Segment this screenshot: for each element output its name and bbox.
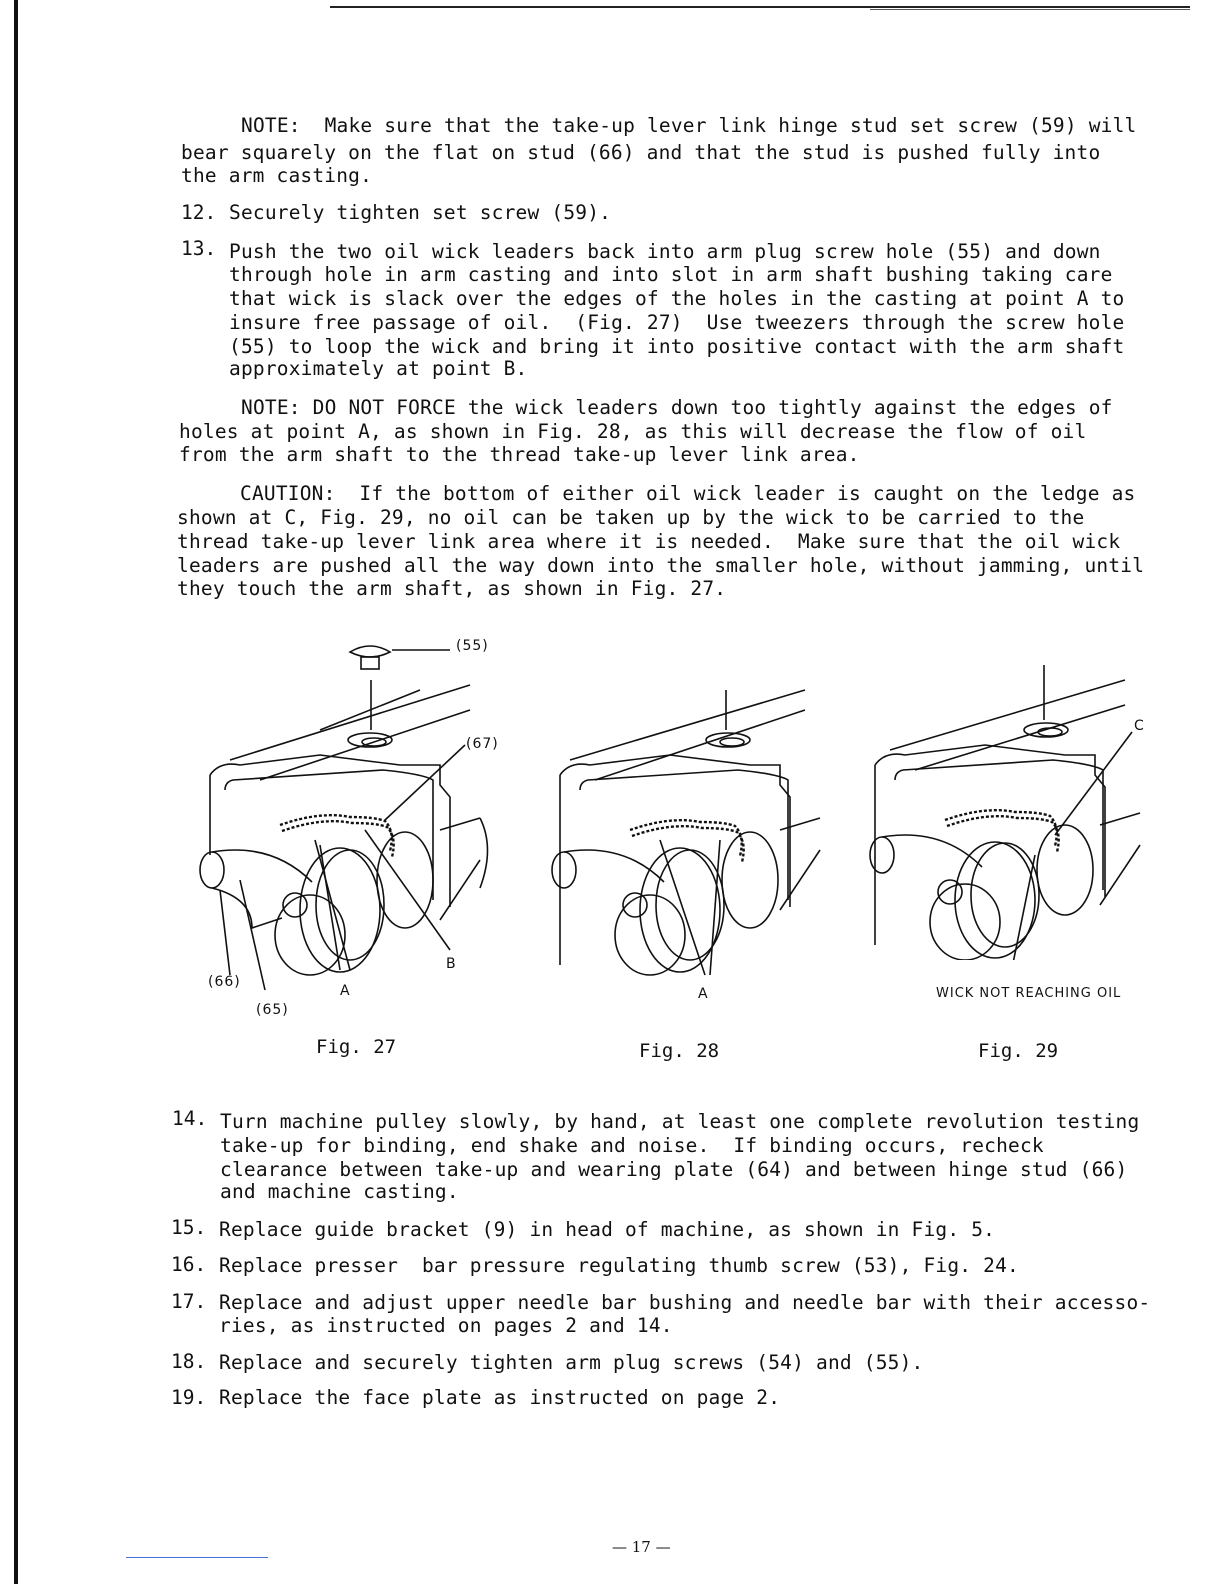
scan-edge [14, 0, 18, 1584]
scan-rule [126, 1557, 268, 1558]
figure-27 [190, 630, 520, 1018]
caution-line: CAUTION: If the bottom of either oil wick leader is caught on the ledge as [240, 482, 1136, 505]
step-number: 19. [171, 1386, 207, 1409]
step-line: Replace the face plate as instructed on page 2. [219, 1386, 781, 1409]
step-line: through hole in arm casting and into slot in arm shaft bushing taking care [229, 263, 1113, 286]
step-line: that wick is slack over the edges of the holes in the casting at point A to [229, 287, 1125, 310]
note-line: from the arm shaft to the thread take-up lever link area. [179, 443, 860, 466]
step-number: 16. [171, 1253, 207, 1276]
note-line: the arm casting. [181, 164, 373, 187]
note-line: NOTE: DO NOT FORCE the wick leaders down too tightly against the edges of [241, 396, 1113, 419]
step-line: Replace guide bracket (9) in head of machine, as shown in Fig. 5. [219, 1218, 996, 1241]
callout-c: C [1134, 718, 1145, 734]
note-line: NOTE: Make sure that the take-up lever link hinge stud set screw (59) will [241, 114, 1137, 137]
step-number: 12. [181, 201, 217, 224]
step-line: clearance between take-up and wearing plate (64) and between hinge stud (66) [220, 1158, 1128, 1181]
step-number: 17. [171, 1290, 207, 1313]
step-line: Replace presser bar pressure regulating thumb screw (53), Fig. 24. [219, 1254, 1019, 1277]
step-number: 14. [172, 1107, 208, 1130]
step-number: 13. [181, 237, 217, 260]
step-number: 15. [171, 1216, 207, 1239]
step-line: Push the two oil wick leaders back into arm plug screw hole (55) and down [229, 240, 1101, 263]
arm-casting-drawing [190, 630, 520, 1000]
callout-b: B [446, 956, 457, 972]
note-line: holes at point A, as shown in Fig. 28, as this will decrease the flow of oil [179, 420, 1087, 443]
step-line: Replace and adjust upper needle bar bushing and needle bar with their accesso- [219, 1291, 1151, 1314]
callout-67: (67) [466, 736, 499, 752]
caution-line: thread take-up lever link area where it is needed. Make sure that the oil wick [177, 530, 1121, 553]
step-line: ries, as instructed on pages 2 and 14. [219, 1314, 673, 1337]
caution-line: leaders are pushed all the way down into the smaller hole, without jamming, until [177, 554, 1145, 577]
step-line: take-up for binding, end shake and noise. If binding occurs, recheck [220, 1134, 1044, 1157]
step-line: approximately at point B. [229, 357, 528, 380]
figure-annotation: WICK NOT REACHING OIL [936, 986, 1122, 1001]
step-line: and machine casting. [220, 1180, 459, 1203]
arm-casting-drawing [860, 660, 1170, 960]
figure-caption: Fig. 29 [978, 1040, 1059, 1062]
arm-casting-drawing [540, 680, 840, 980]
scan-rule [870, 9, 1190, 10]
note-line: bear squarely on the flat on stud (66) and that the stud is pushed fully into [181, 141, 1101, 164]
step-line: Turn machine pulley slowly, by hand, at least one complete revolution testing [220, 1110, 1140, 1133]
callout-55: (55) [456, 638, 489, 654]
page-number: — 17 — [612, 1538, 671, 1556]
figure-29 [860, 660, 1170, 960]
scan-rule [330, 6, 1190, 8]
step-line: Replace and securely tighten arm plug screws (54) and (55). [219, 1351, 924, 1374]
caution-line: shown at C, Fig. 29, no oil can be taken up by the wick to be carried to the [177, 506, 1085, 529]
step-line: insure free passage of oil. (Fig. 27) Use tweezers through the screw hole [229, 311, 1125, 334]
caution-line: they touch the arm shaft, as shown in Fig. 27. [177, 577, 727, 600]
figure-caption: Fig. 27 [316, 1036, 397, 1058]
figure-caption: Fig. 28 [639, 1040, 720, 1062]
callout-a: A [340, 983, 351, 999]
figure-28 [540, 680, 840, 1002]
callout-66: (66) [208, 974, 241, 990]
step-line: (55) to loop the wick and bring it into positive contact with the arm shaft [229, 335, 1125, 358]
callout-65: (65) [256, 1002, 289, 1018]
callout-a: A [698, 986, 709, 1002]
step-number: 18. [171, 1350, 207, 1373]
step-line: Securely tighten set screw (59). [229, 201, 612, 224]
